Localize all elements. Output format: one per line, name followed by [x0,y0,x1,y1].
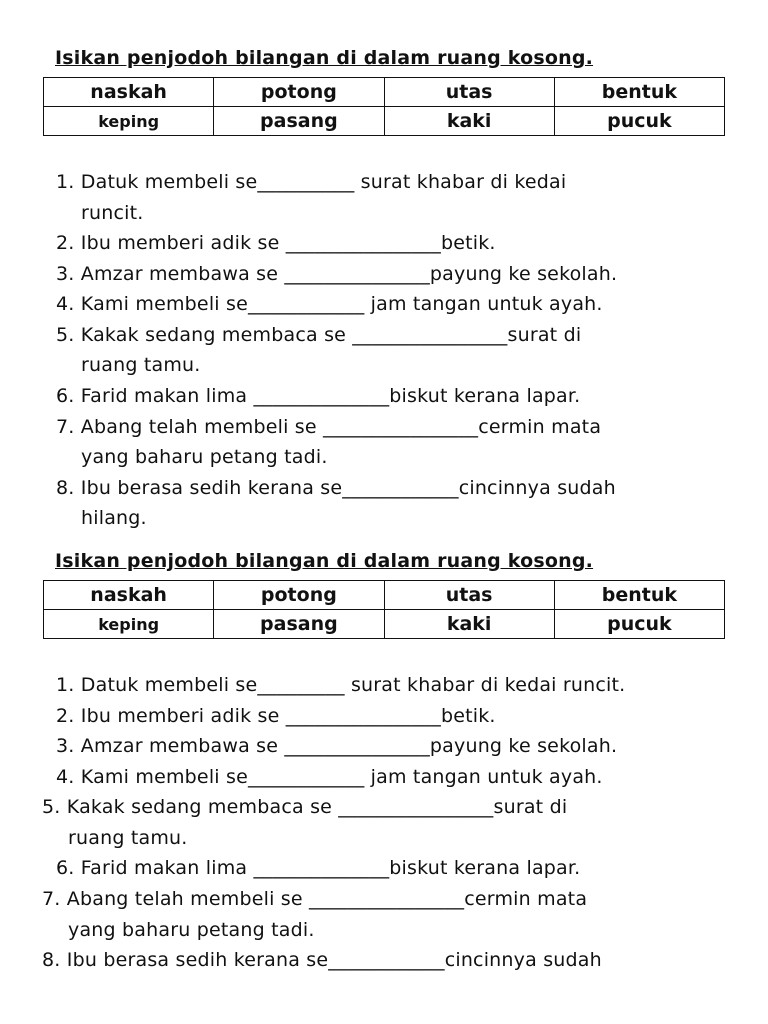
question-line: 7. Abang telah membeli se ________________cermin mata [56,416,602,438]
instruction-heading: Isikan penjodoh bilangan di dalam ruang kosong. [55,550,594,572]
word-bank-cell: pasang [214,610,384,639]
word-bank-cell: bentuk [554,581,724,610]
word-bank-cell: pasang [214,107,384,136]
word-bank-row [44,107,725,136]
word-bank-cell: bentuk [554,78,724,107]
question-line: ruang tamu. [68,827,188,849]
question-line: 8. Ibu berasa sedih kerana se____________cincinnya sudah [56,477,616,499]
word-bank-cell: pucuk [554,107,724,136]
word-bank-cell: kaki [384,610,554,639]
word-bank-table [43,77,725,136]
question-line: 2. Ibu memberi adik se ________________betik. [56,232,496,254]
word-bank-cell: keping [44,610,214,639]
word-bank-cell: utas [384,581,554,610]
question-line: ruang tamu. [81,354,201,376]
word-bank-row [44,581,725,610]
word-bank-row [44,610,725,639]
question-line: yang baharu petang tadi. [81,446,328,468]
question-line: 1. Datuk membeli se__________ surat khabar di kedai [56,171,567,193]
question-line: 3. Amzar membawa se _______________payung ke sekolah. [56,735,618,757]
question-line: 8. Ibu berasa sedih kerana se____________cincinnya sudah [42,949,602,971]
question-line: 5. Kakak sedang membaca se ________________surat di [56,324,582,346]
question-line: yang baharu petang tadi. [68,919,315,941]
question-line: 6. Farid makan lima ______________biskut kerana lapar. [56,385,581,407]
question-line: 1. Datuk membeli se_________ surat khabar di kedai runcit. [56,674,626,696]
question-line: 4. Kami membeli se____________ jam tangan untuk ayah. [56,293,603,315]
word-bank-cell: utas [384,78,554,107]
question-line: runcit. [81,202,144,224]
word-bank-cell: kaki [384,107,554,136]
word-bank-cell: naskah [44,78,214,107]
word-bank-cell: potong [214,78,384,107]
question-line: 2. Ibu memberi adik se ________________betik. [56,705,496,727]
word-bank-cell: pucuk [554,610,724,639]
question-line: 6. Farid makan lima ______________biskut kerana lapar. [56,857,581,879]
instruction-heading: Isikan penjodoh bilangan di dalam ruang kosong. [55,47,594,69]
question-line: 4. Kami membeli se____________ jam tangan untuk ayah. [56,766,603,788]
question-line: 7. Abang telah membeli se ________________cermin mata [42,888,588,910]
question-line: hilang. [81,507,147,529]
question-line: 3. Amzar membawa se _______________payung ke sekolah. [56,263,618,285]
word-bank-row [44,78,725,107]
word-bank-cell: potong [214,581,384,610]
word-bank-table [43,580,725,639]
word-bank-cell: keping [44,107,214,136]
word-bank-cell: naskah [44,581,214,610]
question-line: 5. Kakak sedang membaca se ________________surat di [42,796,568,818]
